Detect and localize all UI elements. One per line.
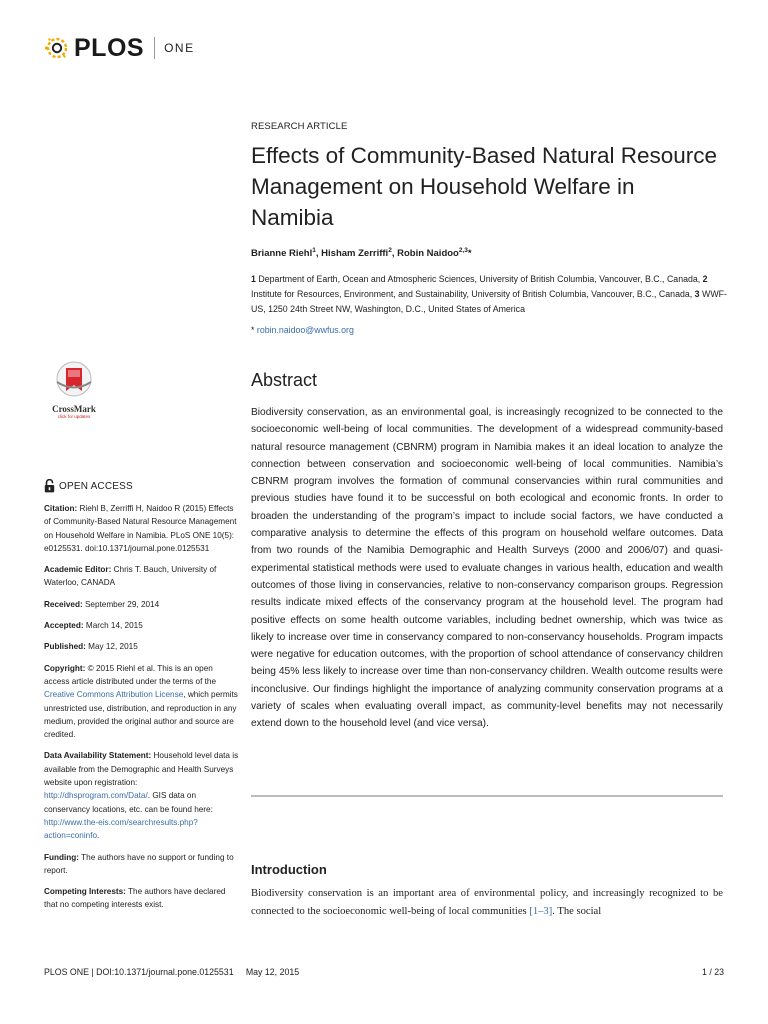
- introduction-body-end: . The social: [552, 906, 602, 917]
- page-footer: [44, 967, 299, 977]
- affiliation-text: WWF-US, 1250 24th Street NW, Washington, D.C., United States of America: [251, 289, 727, 314]
- editor-label: Academic Editor:: [44, 565, 112, 575]
- accepted-block: [44, 619, 239, 632]
- copyright-text: © 2015 Riehl et al. This is an open access article distributed under the terms of the: [44, 663, 217, 686]
- author-affiliation-mark: 2,3: [458, 247, 468, 254]
- dhs-link[interactable]: http://dhsprogram.com/Data/: [44, 791, 148, 801]
- published-date: May 12, 2015: [88, 642, 138, 652]
- logo-divider: [154, 37, 155, 59]
- plos-logo-icon: [44, 35, 70, 61]
- open-access-label: [44, 479, 133, 493]
- citation-block: [44, 502, 239, 555]
- article-type: RESEARCH ARTICLE: [251, 121, 348, 132]
- corresponding-author-mark: *: [467, 248, 472, 260]
- abstract-heading: Abstract: [251, 370, 318, 390]
- license-link[interactable]: Creative Commons Attribution License: [44, 690, 184, 700]
- email-mark: *: [251, 325, 255, 335]
- footer-journal-doi: PLOS ONE | DOI:10.1371/journal.pone.0125531: [44, 967, 234, 977]
- competing-interests-block: [44, 885, 239, 912]
- competing-interests-text: The authors have declared that no competing interests exist.: [44, 887, 226, 910]
- data-availability-end: .: [97, 831, 100, 841]
- copyright-text-end: , which permits unrestricted use, distribution, and reproduction in any medium, provided the original author and source are credited.: [44, 690, 238, 740]
- competing-interests-label: Competing Interests:: [44, 887, 126, 897]
- data-availability-block: [44, 749, 239, 842]
- email-link[interactable]: robin.naidoo@wwfus.org: [256, 325, 354, 335]
- eis-link[interactable]: http://www.the-eis.com/searchresults.php?action=coninfo: [44, 817, 198, 841]
- author-name: Robin Naidoo: [397, 248, 459, 260]
- footer-date: May 12, 2015: [245, 967, 300, 977]
- logo-text: PLOS: [74, 33, 145, 62]
- author-affiliation-mark: 1: [312, 247, 316, 254]
- editor-block: [44, 563, 239, 590]
- citation-text: Riehl B, Zerriffi H, Naidoo R (2015) Effects of Community-Based Natural Resource Management on Household Welfare in Namibia. PLoS ONE 10(5): e0125531. doi:10.1371/journal.pone.0125531: [44, 504, 237, 553]
- copyright-label: Copyright:: [44, 663, 86, 673]
- author-name: Brianne Riehl: [251, 248, 313, 260]
- open-access-text: OPEN ACCESS: [59, 480, 133, 492]
- introduction-heading: Introduction: [251, 862, 327, 877]
- author-affiliation-mark: 2: [388, 247, 392, 254]
- funding-block: [44, 851, 239, 878]
- introduction-text: [251, 885, 723, 921]
- open-lock-icon: [44, 479, 55, 493]
- author-name: Hisham Zerriffi: [321, 248, 389, 260]
- journal-logo: [44, 33, 195, 63]
- article-sidebar: [44, 502, 239, 920]
- funding-text: The authors have no support or funding to report.: [44, 852, 234, 875]
- citation-reference-link[interactable]: [1–3]: [529, 906, 553, 917]
- citation-label: Citation:: [44, 504, 78, 513]
- data-availability-text: Household level data is available from the Demographic and Health Surveys website upon registration:: [44, 751, 239, 788]
- journal-suffix: ONE: [164, 41, 195, 55]
- data-availability-mid: . GIS data on conservancy locations, etc. can be found here:: [44, 791, 213, 814]
- page-number: 1 / 23: [701, 967, 724, 977]
- funding-label: Funding:: [44, 852, 80, 862]
- received-label: Received:: [44, 599, 83, 609]
- affiliation-text: Department of Earth, Ocean and Atmospheric Sciences, University of British Columbia, Vancouver, B.C., Canada,: [258, 274, 701, 284]
- crossmark-badge[interactable]: [44, 360, 104, 419]
- author-list: Brianne Riehl$^1$, Hisham Zerriffi$^2$, Robin Naidoo$^{2,3}$*: [251, 247, 472, 260]
- editor-text: Chris T. Bauch, University of Waterloo, CANADA: [44, 565, 217, 588]
- article-title: Effects of Community-Based Natural Resource Management on Household Welfare in Namibia: [251, 143, 718, 230]
- published-block: [44, 640, 239, 653]
- abstract-text: Biodiversity conservation, as an environmental goal, is increasingly recognized to be connected to the socioeconomic well-being of local communities. The development of a widespread community-based natural resource management (CBNRM) program in Namibia makes it an ideal location to analyze the connection between conservation and socioeconomic well-being of local communities. Namibia’s CBNRM program involves the formation of communal conservancies within rural communities and previous studies have found it to be successful on both ecological and economic fronts. In order to broaden the understanding of the program’s impact to include social factors, we have conducted a comparative analysis to determine the effects of this program on household welfare outcomes. Data from two rounds of the Namibia Demographic and Health Surveys (2000 and 2006/07) and quasi-experimental statistical methods were used to evaluate changes in various health, education and wealth outcomes of those living in conservancies, relative to non-conservancy comparison groups. Regression results indicate mixed effects of the conservancy program at the household level. The program had positive effects on some health outcome variables, including bednet ownership, which was twice as likely to increase over time in conservancy compared to non-conservancy households. Program impacts were negative for education outcomes, with the proportion of school attendance of conservancy children being 45% less likely to increase over time than non-conservancy children. Wealth outcome results were inconclusive. Our findings highlight the importance of analyzing community conservation programs at a variety of scales when evaluating overall impact, as community-level benefits may not necessarily extend down to the household level (and vice versa).: [251, 407, 723, 730]
- section-divider: [251, 795, 723, 797]
- corresponding-email: [251, 325, 354, 335]
- affiliation-number: 3: [694, 289, 700, 299]
- published-label: Published:: [44, 642, 86, 652]
- crossmark-sublabel: click for updates: [57, 414, 91, 419]
- affiliations: [251, 272, 731, 317]
- accepted-label: Accepted:: [44, 621, 84, 631]
- received-block: [44, 598, 239, 611]
- data-availability-label: Data Availability Statement:: [44, 751, 152, 761]
- affiliation-number: 1: [251, 274, 256, 284]
- crossmark-icon: [44, 360, 104, 398]
- crossmark-label: CrossMark: [52, 404, 96, 414]
- received-date: September 29, 2014: [84, 599, 160, 609]
- affiliation-number: 2: [702, 274, 708, 284]
- copyright-block: [44, 662, 239, 742]
- affiliation-text: Institute for Resources, Environment, and Sustainability, University of British Columbia, Vancouver, B.C., Canada,: [251, 289, 693, 299]
- accepted-date: March 14, 2015: [85, 621, 143, 631]
- introduction-body: Biodiversity conservation is an important area of environmental policy, and increasingly recognized to be connected to the socioeconomic well-being of local communities: [251, 888, 723, 917]
